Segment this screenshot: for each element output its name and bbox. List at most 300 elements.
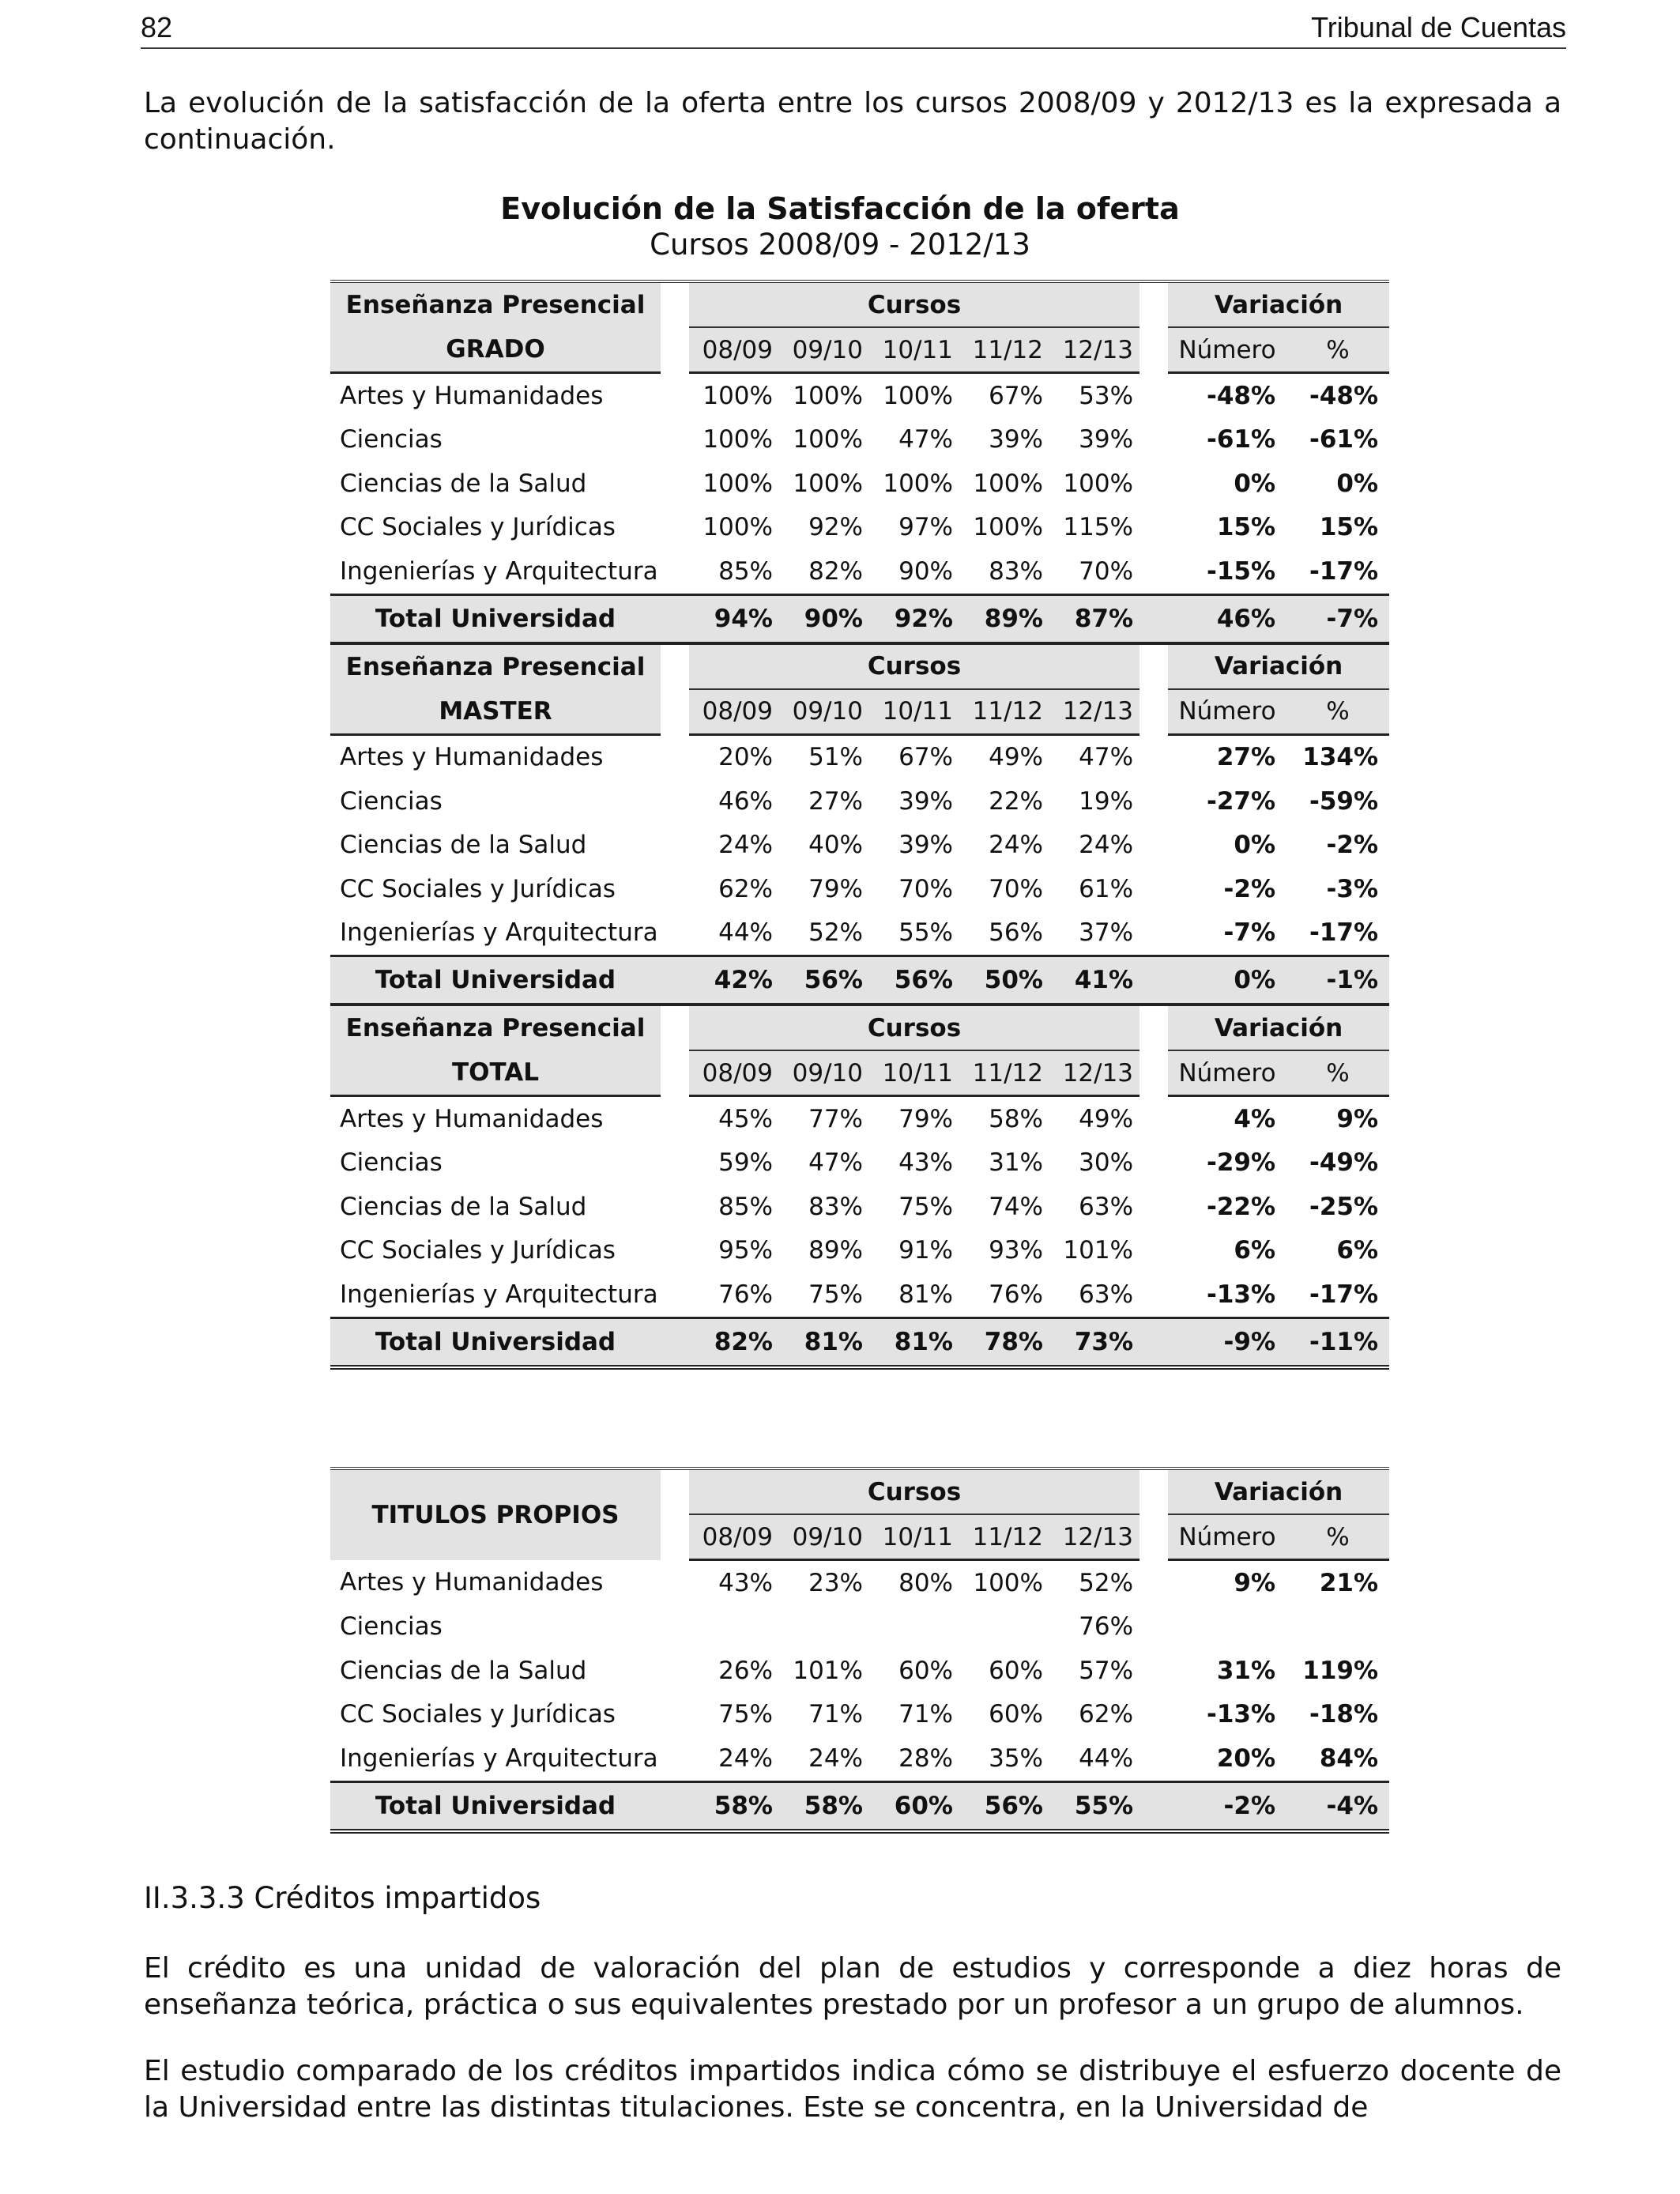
year-value: 67% — [898, 743, 953, 772]
year-value: 40% — [808, 831, 863, 860]
row-label: Ingenierías y Arquitectura — [340, 1280, 658, 1309]
year-value: 39% — [989, 425, 1043, 454]
year-value: 49% — [1079, 1104, 1134, 1133]
year-value: 78% — [959, 1318, 1049, 1367]
variacion-pct: -61% — [1309, 425, 1379, 454]
year-value: 43% — [718, 1568, 773, 1597]
table-row — [330, 1693, 1389, 1737]
year-header: 08/09 — [689, 1050, 779, 1096]
section-name: TITULOS PROPIOS — [330, 1468, 661, 1560]
spacer — [661, 281, 689, 327]
year-value: 101% — [1063, 1236, 1134, 1265]
group-label: Enseñanza Presencial — [330, 643, 661, 689]
year-value: 59% — [718, 1148, 773, 1178]
year-value: 71% — [898, 1700, 953, 1729]
year-value: 60% — [898, 1656, 953, 1685]
spacer — [661, 462, 689, 506]
table-row — [330, 1605, 1389, 1649]
table-row — [330, 911, 1389, 956]
year-value: 81% — [869, 1318, 959, 1367]
year-value: 51% — [808, 743, 863, 772]
spacer — [661, 373, 689, 418]
spacer — [661, 1229, 689, 1273]
year-value: 83% — [989, 556, 1043, 586]
year-value: 80% — [898, 1568, 953, 1597]
spacer — [661, 506, 689, 550]
year-value: 44% — [1079, 1744, 1134, 1773]
variacion-pct: -1% — [1286, 956, 1389, 1005]
year-value: 95% — [718, 1236, 773, 1265]
variacion-header: Variación — [1168, 1005, 1389, 1050]
spacer — [661, 734, 689, 779]
header-row-years — [330, 1050, 1389, 1096]
year-value: 60% — [989, 1700, 1043, 1729]
variacion-numero: -22% — [1206, 1192, 1276, 1221]
spacer — [661, 1736, 689, 1781]
year-value: 92% — [808, 513, 863, 542]
spacer — [661, 1272, 689, 1318]
year-value: 55% — [898, 918, 953, 948]
year-value: 79% — [898, 1104, 953, 1133]
spacer — [661, 1781, 689, 1831]
variacion-pct: -17% — [1309, 556, 1379, 586]
year-value: 79% — [808, 874, 863, 903]
year-value: 39% — [1079, 425, 1134, 454]
spacer — [1139, 779, 1168, 824]
variacion-numero: 0% — [1234, 831, 1276, 860]
variacion-numero: 20% — [1216, 1744, 1276, 1773]
year-value: 43% — [898, 1148, 953, 1178]
year-value: 26% — [718, 1656, 773, 1685]
spacer — [1139, 1096, 1168, 1141]
year-header: 09/10 — [779, 689, 869, 735]
spacer — [1139, 1514, 1168, 1560]
spacer — [661, 1605, 689, 1649]
row-label: Artes y Humanidades — [340, 1104, 604, 1133]
variacion-numero: 0% — [1234, 469, 1276, 498]
variacion-numero: -15% — [1206, 556, 1276, 586]
year-value: 58% — [689, 1781, 779, 1831]
variacion-pct: -3% — [1326, 874, 1379, 903]
variacion-numero: -7% — [1223, 918, 1276, 948]
variacion-header: Variación — [1168, 1468, 1389, 1514]
spacer — [661, 1560, 689, 1605]
spacer — [661, 1649, 689, 1693]
year-value: 22% — [989, 786, 1043, 816]
year-value: 87% — [1049, 594, 1139, 643]
numero-header: Número — [1168, 689, 1286, 735]
variacion-pct: -11% — [1286, 1318, 1389, 1367]
year-value: 94% — [689, 594, 779, 643]
year-value: 53% — [1079, 381, 1134, 410]
year-value: 100% — [883, 469, 953, 498]
row-label: Ciencias de la Salud — [340, 1656, 587, 1685]
year-value: 100% — [973, 513, 1043, 542]
variacion-numero: -9% — [1168, 1318, 1286, 1367]
year-value: 30% — [1079, 1148, 1134, 1178]
cursos-header: Cursos — [689, 643, 1139, 689]
year-value: 85% — [718, 556, 773, 586]
year-header: 09/10 — [779, 1514, 869, 1560]
year-value: 62% — [718, 874, 773, 903]
cursos-header: Cursos — [689, 281, 1139, 327]
table-row — [330, 1560, 1389, 1605]
year-value: 100% — [703, 469, 773, 498]
variacion-pct — [1286, 1605, 1389, 1649]
table-row — [330, 734, 1389, 779]
section-name: GRADO — [330, 327, 661, 373]
year-value: 24% — [808, 1744, 863, 1773]
year-value: 100% — [793, 425, 863, 454]
table-row — [330, 1229, 1389, 1273]
variacion-numero: -27% — [1206, 786, 1276, 816]
row-label: Total Universidad — [330, 594, 661, 643]
table-subtitle: Cursos 2008/09 - 2012/13 — [650, 228, 1030, 262]
variacion-pct: -18% — [1309, 1700, 1379, 1729]
year-value: 52% — [1079, 1568, 1134, 1597]
spacer — [1139, 594, 1168, 643]
spacer — [1139, 418, 1168, 462]
row-label: CC Sociales y Jurídicas — [340, 513, 616, 542]
year-value: 83% — [808, 1192, 863, 1221]
spacer — [1139, 867, 1168, 911]
variacion-pct: -17% — [1309, 1280, 1379, 1309]
section-name: TOTAL — [330, 1050, 661, 1096]
spacer — [1139, 1781, 1168, 1831]
spacer — [1139, 1649, 1168, 1693]
pct-header: % — [1286, 689, 1389, 735]
spacer — [661, 1693, 689, 1737]
variacion-pct: 15% — [1319, 513, 1379, 542]
row-label: Artes y Humanidades — [340, 743, 604, 772]
cursos-header: Cursos — [689, 1005, 1139, 1050]
numero-header: Número — [1168, 1514, 1286, 1560]
year-value: 81% — [779, 1318, 869, 1367]
year-value: 90% — [779, 594, 869, 643]
section-heading: II.3.3.3 Créditos impartidos — [144, 1881, 541, 1915]
spacer — [661, 1468, 689, 1514]
spacer — [1139, 1468, 1168, 1514]
header-row-years — [330, 327, 1389, 373]
year-header: 09/10 — [779, 327, 869, 373]
header-row-years — [330, 689, 1389, 735]
year-value: 82% — [808, 556, 863, 586]
header-row-groups — [330, 1468, 1389, 1514]
spacer — [1139, 549, 1168, 594]
variacion-pct: 9% — [1336, 1104, 1379, 1133]
year-value: 60% — [869, 1781, 959, 1831]
variacion-pct: -48% — [1309, 381, 1379, 410]
table-row — [330, 462, 1389, 506]
variacion-pct: 6% — [1336, 1236, 1379, 1265]
variacion-numero: -48% — [1206, 381, 1276, 410]
year-value: 24% — [989, 831, 1043, 860]
year-value: 74% — [989, 1192, 1043, 1221]
variacion-pct: 21% — [1319, 1568, 1379, 1597]
year-header: 08/09 — [689, 689, 779, 735]
year-value: 70% — [989, 874, 1043, 903]
row-label: Total Universidad — [330, 1781, 661, 1831]
spacer — [661, 549, 689, 594]
year-value — [689, 1605, 779, 1649]
variacion-numero: 4% — [1234, 1104, 1276, 1133]
variacion-numero: 46% — [1168, 594, 1286, 643]
page-number: 82 — [141, 11, 173, 43]
year-value: 100% — [793, 381, 863, 410]
year-value: 115% — [1063, 513, 1134, 542]
row-label: Ingenierías y Arquitectura — [340, 918, 658, 948]
group-label: Enseñanza Presencial — [330, 281, 661, 327]
table-row — [330, 549, 1389, 594]
year-value: 24% — [718, 831, 773, 860]
credit-definition-paragraph: El crédito es una unidad de valoración del plan de estudios y corresponde a diez horas de enseñanza teórica, práctica o sus equivalentes prestado por un profesor a un grupo de alumnos. — [144, 1952, 1561, 2021]
row-label: Total Universidad — [330, 1318, 661, 1367]
spacer — [661, 1185, 689, 1229]
year-value: 70% — [898, 874, 953, 903]
row-label: Ciencias de la Salud — [340, 1192, 587, 1221]
year-value: 42% — [689, 956, 779, 1005]
spacer — [661, 1514, 689, 1560]
row-label: Ciencias — [340, 425, 443, 454]
year-value: 27% — [808, 786, 863, 816]
table-row — [330, 779, 1389, 824]
year-value: 57% — [1079, 1656, 1134, 1685]
total-row — [330, 1781, 1389, 1831]
year-header: 10/11 — [869, 1050, 959, 1096]
year-value: 91% — [898, 1236, 953, 1265]
spacer — [661, 643, 689, 689]
year-value: 62% — [1079, 1700, 1134, 1729]
variacion-numero: -13% — [1206, 1280, 1276, 1309]
year-header: 08/09 — [689, 1514, 779, 1560]
year-header: 12/13 — [1049, 1514, 1139, 1560]
year-value: 49% — [989, 743, 1043, 772]
table-row — [330, 824, 1389, 868]
section-name: MASTER — [330, 689, 661, 735]
spacer — [1139, 1272, 1168, 1318]
year-value: 70% — [1079, 556, 1134, 586]
row-label: Ciencias — [340, 786, 443, 816]
year-value: 92% — [869, 594, 959, 643]
year-header: 10/11 — [869, 327, 959, 373]
variacion-header: Variación — [1168, 281, 1389, 327]
year-value: 82% — [689, 1318, 779, 1367]
table-row — [330, 1272, 1389, 1318]
variacion-pct: -2% — [1326, 831, 1379, 860]
spacer — [1139, 1693, 1168, 1737]
year-value: 100% — [703, 425, 773, 454]
year-header: 11/12 — [959, 327, 1049, 373]
year-header: 12/13 — [1049, 327, 1139, 373]
table-row — [330, 373, 1389, 418]
year-header: 11/12 — [959, 1514, 1049, 1560]
year-value: 58% — [989, 1104, 1043, 1133]
variacion-numero: -2% — [1168, 1781, 1286, 1831]
row-label: CC Sociales y Jurídicas — [340, 874, 616, 903]
table-row — [330, 1096, 1389, 1141]
year-value: 60% — [989, 1656, 1043, 1685]
year-value: 97% — [898, 513, 953, 542]
year-value: 100% — [1063, 469, 1134, 498]
year-value: 61% — [1079, 874, 1134, 903]
variacion-numero: -29% — [1206, 1148, 1276, 1178]
variacion-numero: 6% — [1234, 1236, 1276, 1265]
spacer — [1139, 1229, 1168, 1273]
year-header: 12/13 — [1049, 689, 1139, 735]
year-value: 93% — [989, 1236, 1043, 1265]
spacer — [1139, 1005, 1168, 1050]
year-header: 09/10 — [779, 1050, 869, 1096]
year-value: 56% — [959, 1781, 1049, 1831]
row-label: Ciencias — [340, 1148, 443, 1178]
year-value: 73% — [1049, 1318, 1139, 1367]
year-value: 63% — [1079, 1280, 1134, 1309]
year-value: 56% — [869, 956, 959, 1005]
year-header: 11/12 — [959, 689, 1049, 735]
year-value: 100% — [883, 381, 953, 410]
year-value: 100% — [703, 513, 773, 542]
year-value: 46% — [718, 786, 773, 816]
year-value: 28% — [898, 1744, 953, 1773]
year-value: 55% — [1049, 1781, 1139, 1831]
table-row — [330, 1736, 1389, 1781]
year-value: 20% — [718, 743, 773, 772]
variacion-pct: -59% — [1309, 786, 1379, 816]
spacer — [661, 327, 689, 373]
spacer — [1139, 1605, 1168, 1649]
spacer — [1139, 1560, 1168, 1605]
spacer — [1139, 689, 1168, 735]
numero-header: Número — [1168, 327, 1286, 373]
variacion-pct: 134% — [1302, 743, 1379, 772]
variacion-numero: 0% — [1168, 956, 1286, 1005]
variacion-pct: -17% — [1309, 918, 1379, 948]
header-row-groups — [330, 281, 1389, 327]
table-row — [330, 418, 1389, 462]
table-row — [330, 1185, 1389, 1229]
year-value: 47% — [898, 425, 953, 454]
year-value: 76% — [989, 1280, 1043, 1309]
publication-title: Tribunal de Cuentas — [1311, 11, 1566, 43]
year-value: 56% — [779, 956, 869, 1005]
year-header: 10/11 — [869, 689, 959, 735]
year-value: 75% — [718, 1700, 773, 1729]
group-label: Enseñanza Presencial — [330, 1005, 661, 1050]
year-header: 08/09 — [689, 327, 779, 373]
header-row-groups — [330, 643, 1389, 689]
variacion-numero: 31% — [1216, 1656, 1276, 1685]
spacer — [661, 956, 689, 1005]
total-row — [330, 956, 1389, 1005]
year-value: 24% — [1079, 831, 1134, 860]
spacer — [1139, 327, 1168, 373]
spacer — [1139, 911, 1168, 956]
row-label: Ciencias de la Salud — [340, 831, 587, 860]
spacer — [1139, 824, 1168, 868]
variacion-numero: -13% — [1206, 1700, 1276, 1729]
table-title: Evolución de la Satisfacción de la oferta — [500, 191, 1180, 226]
variacion-pct: -25% — [1309, 1192, 1379, 1221]
year-value: 23% — [808, 1568, 863, 1597]
variacion-pct: 119% — [1302, 1656, 1379, 1685]
year-value: 58% — [779, 1781, 869, 1831]
year-value: 24% — [718, 1744, 773, 1773]
variacion-numero: -61% — [1206, 425, 1276, 454]
pct-header: % — [1286, 327, 1389, 373]
spacer — [1139, 643, 1168, 689]
spacer — [1139, 281, 1168, 327]
year-header: 12/13 — [1049, 1050, 1139, 1096]
year-value: 39% — [898, 831, 953, 860]
row-label: CC Sociales y Jurídicas — [340, 1700, 616, 1729]
variacion-numero: 15% — [1216, 513, 1276, 542]
year-value: 35% — [989, 1744, 1043, 1773]
year-value: 101% — [793, 1656, 863, 1685]
year-value: 50% — [959, 956, 1049, 1005]
credit-distribution-paragraph: El estudio comparado de los créditos impartidos indica cómo se distribuye el esfuerzo docente de la Universidad entre las distintas titulaciones. Este se concentra, en la Universidad de — [144, 2055, 1561, 2124]
year-value: 47% — [1079, 743, 1134, 772]
row-label: Ciencias — [340, 1612, 443, 1642]
row-label: Total Universidad — [330, 956, 661, 1005]
year-header: 11/12 — [959, 1050, 1049, 1096]
year-value: 75% — [898, 1192, 953, 1221]
year-value — [959, 1605, 1049, 1649]
row-label: Ciencias de la Salud — [340, 469, 587, 498]
presencial-table — [330, 280, 1389, 1370]
year-value — [869, 1605, 959, 1649]
year-value: 31% — [989, 1148, 1043, 1178]
variacion-pct: -7% — [1286, 594, 1389, 643]
table-row — [330, 1141, 1389, 1186]
cursos-header: Cursos — [689, 1468, 1139, 1514]
variacion-pct: 84% — [1319, 1744, 1379, 1773]
year-value: 76% — [1079, 1612, 1134, 1642]
intro-paragraph: La evolución de la satisfacción de la oferta entre los cursos 2008/09 y 2012/13 es la expresada a continuación. — [144, 87, 1561, 156]
year-value: 90% — [898, 556, 953, 586]
year-value: 67% — [989, 381, 1043, 410]
year-value: 19% — [1079, 786, 1134, 816]
variacion-numero: 27% — [1216, 743, 1276, 772]
spacer — [661, 779, 689, 824]
variacion-pct: -49% — [1309, 1148, 1379, 1178]
spacer — [661, 594, 689, 643]
spacer — [661, 911, 689, 956]
table-row — [330, 867, 1389, 911]
total-row — [330, 594, 1389, 643]
total-row — [330, 1318, 1389, 1367]
spacer — [1139, 956, 1168, 1005]
spacer — [661, 1005, 689, 1050]
year-value: 39% — [898, 786, 953, 816]
year-value: 100% — [793, 469, 863, 498]
year-value: 100% — [973, 1568, 1043, 1597]
spacer — [661, 1318, 689, 1367]
spacer — [661, 1141, 689, 1186]
spacer — [1139, 462, 1168, 506]
variacion-numero: -2% — [1223, 874, 1276, 903]
pct-header: % — [1286, 1050, 1389, 1096]
year-value: 75% — [808, 1280, 863, 1309]
spacer — [661, 689, 689, 735]
spacer — [661, 1050, 689, 1096]
year-value: 45% — [718, 1104, 773, 1133]
spacer — [661, 418, 689, 462]
year-value: 76% — [718, 1280, 773, 1309]
pct-header: % — [1286, 1514, 1389, 1560]
variacion-pct: -4% — [1286, 1781, 1389, 1831]
year-value: 37% — [1079, 918, 1134, 948]
variacion-pct: 0% — [1336, 469, 1379, 498]
